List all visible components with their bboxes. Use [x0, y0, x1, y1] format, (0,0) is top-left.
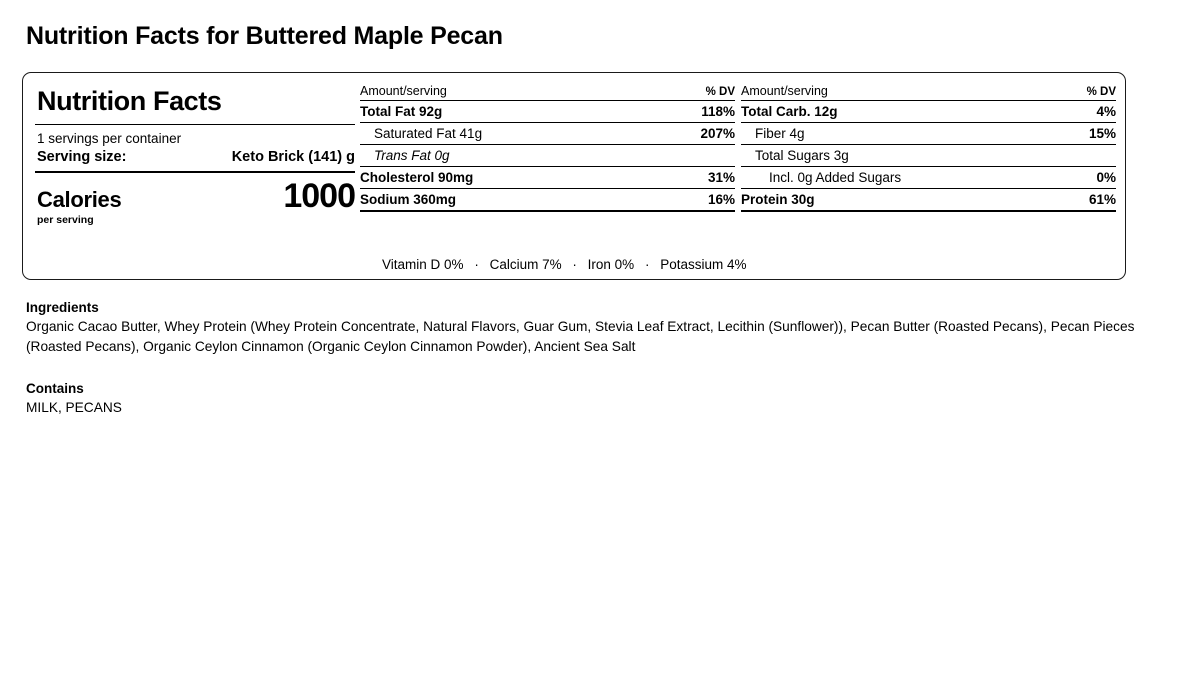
- separator-dot: ·: [572, 257, 577, 272]
- nutrient-dv: 207%: [700, 126, 735, 141]
- nutrient-dv: 15%: [1088, 126, 1116, 141]
- serving-size-label: Serving size:: [37, 148, 127, 165]
- contains-section: [26, 381, 1166, 418]
- nutrient-column-middle: [360, 81, 735, 212]
- nutrient-row-saturated-fat: [360, 123, 735, 145]
- column-header-middle: [360, 81, 735, 101]
- nutrient-dv: 118%: [701, 104, 735, 119]
- ingredients-heading: Ingredients: [26, 300, 99, 315]
- column-header-right: [741, 81, 1116, 101]
- nutrient-name: Cholesterol 90mg: [360, 170, 474, 185]
- nutrient-row-cholesterol: [360, 167, 735, 189]
- amount-per-serving-label: Amount/serving: [360, 84, 447, 98]
- nutrient-row-protein: [741, 189, 1116, 212]
- nutrient-name: Total Fat 92g: [360, 104, 443, 119]
- divider-under-heading: [35, 124, 355, 125]
- percent-dv-label: % DV: [705, 86, 735, 98]
- nutrient-name: Total Sugars 3g: [755, 148, 849, 163]
- nutrient-name: Sodium 360mg: [360, 192, 457, 207]
- nutrient-name: Fiber 4g: [755, 126, 805, 141]
- nutrient-dv: 61%: [1088, 192, 1116, 207]
- separator-dot: ·: [474, 257, 479, 272]
- nutrient-name: Protein 30g: [741, 192, 815, 207]
- serving-size-row: [35, 149, 355, 165]
- calories-row: [35, 176, 355, 215]
- micronutrient-iron: Iron 0%: [587, 257, 635, 272]
- label-summary-column: [35, 81, 355, 226]
- nutrient-row-total-fat: [360, 101, 735, 123]
- calories-label: Calories: [37, 186, 122, 212]
- nutrient-row-total-carb: [741, 101, 1116, 123]
- micronutrient-calcium: Calcium 7%: [489, 257, 562, 272]
- nutrient-dv: 4%: [1096, 104, 1116, 119]
- micronutrient-potassium: Potassium 4%: [660, 257, 747, 272]
- nutrient-dv: 16%: [707, 192, 735, 207]
- serving-size-value: Keto Brick (141) g: [231, 148, 355, 165]
- ingredients-section: [26, 300, 1166, 357]
- per-serving-note: per serving: [37, 213, 94, 226]
- nutrient-row-added-sugars: [741, 167, 1116, 189]
- ingredients-text: Organic Cacao Butter, Whey Protein (Whey Protein Concentrate, Natural Flavors, Guar Gum, Stevia Leaf Extract, Lecithin (Sunflower)), Pecan Butter (Roasted Pecans), Pecan Pieces (Roasted Pecans), Organic Ceylon Cinnamon (Organic Ceylon Cinnamon Powder), Ancient Sea Salt: [26, 319, 1135, 354]
- percent-dv-label: % DV: [1086, 86, 1116, 98]
- nutrient-name: Trans Fat 0g: [374, 148, 450, 163]
- nutrition-facts-heading: Nutrition Facts: [37, 86, 222, 116]
- nutrition-facts-panel: [22, 72, 1126, 280]
- micronutrient-vitamin-d: Vitamin D 0%: [382, 257, 464, 272]
- nutrient-dv: 31%: [707, 170, 735, 185]
- calories-value: 1000: [283, 176, 355, 215]
- contains-heading: Contains: [26, 381, 84, 396]
- nutrient-row-trans-fat: [360, 145, 735, 167]
- nutrient-name: Incl. 0g Added Sugars: [769, 170, 902, 185]
- nutrient-row-total-sugars: [741, 145, 1116, 167]
- contains-text: MILK, PECANS: [26, 400, 122, 415]
- nutrient-dv: 0%: [1096, 170, 1116, 185]
- nutrient-row-fiber: [741, 123, 1116, 145]
- divider-under-serving-size: [35, 171, 355, 173]
- servings-per-container: 1 servings per container: [37, 130, 182, 146]
- nutrient-name: Total Carb. 12g: [741, 104, 838, 119]
- nutrient-column-right: [741, 81, 1116, 212]
- separator-dot: ·: [644, 257, 650, 272]
- nutrient-name: Saturated Fat 41g: [374, 126, 483, 141]
- page-title: Nutrition Facts for Buttered Maple Pecan: [26, 22, 503, 50]
- amount-per-serving-label: Amount/serving: [741, 84, 828, 98]
- nutrient-row-sodium: [360, 189, 735, 212]
- micronutrients-row: [382, 257, 747, 272]
